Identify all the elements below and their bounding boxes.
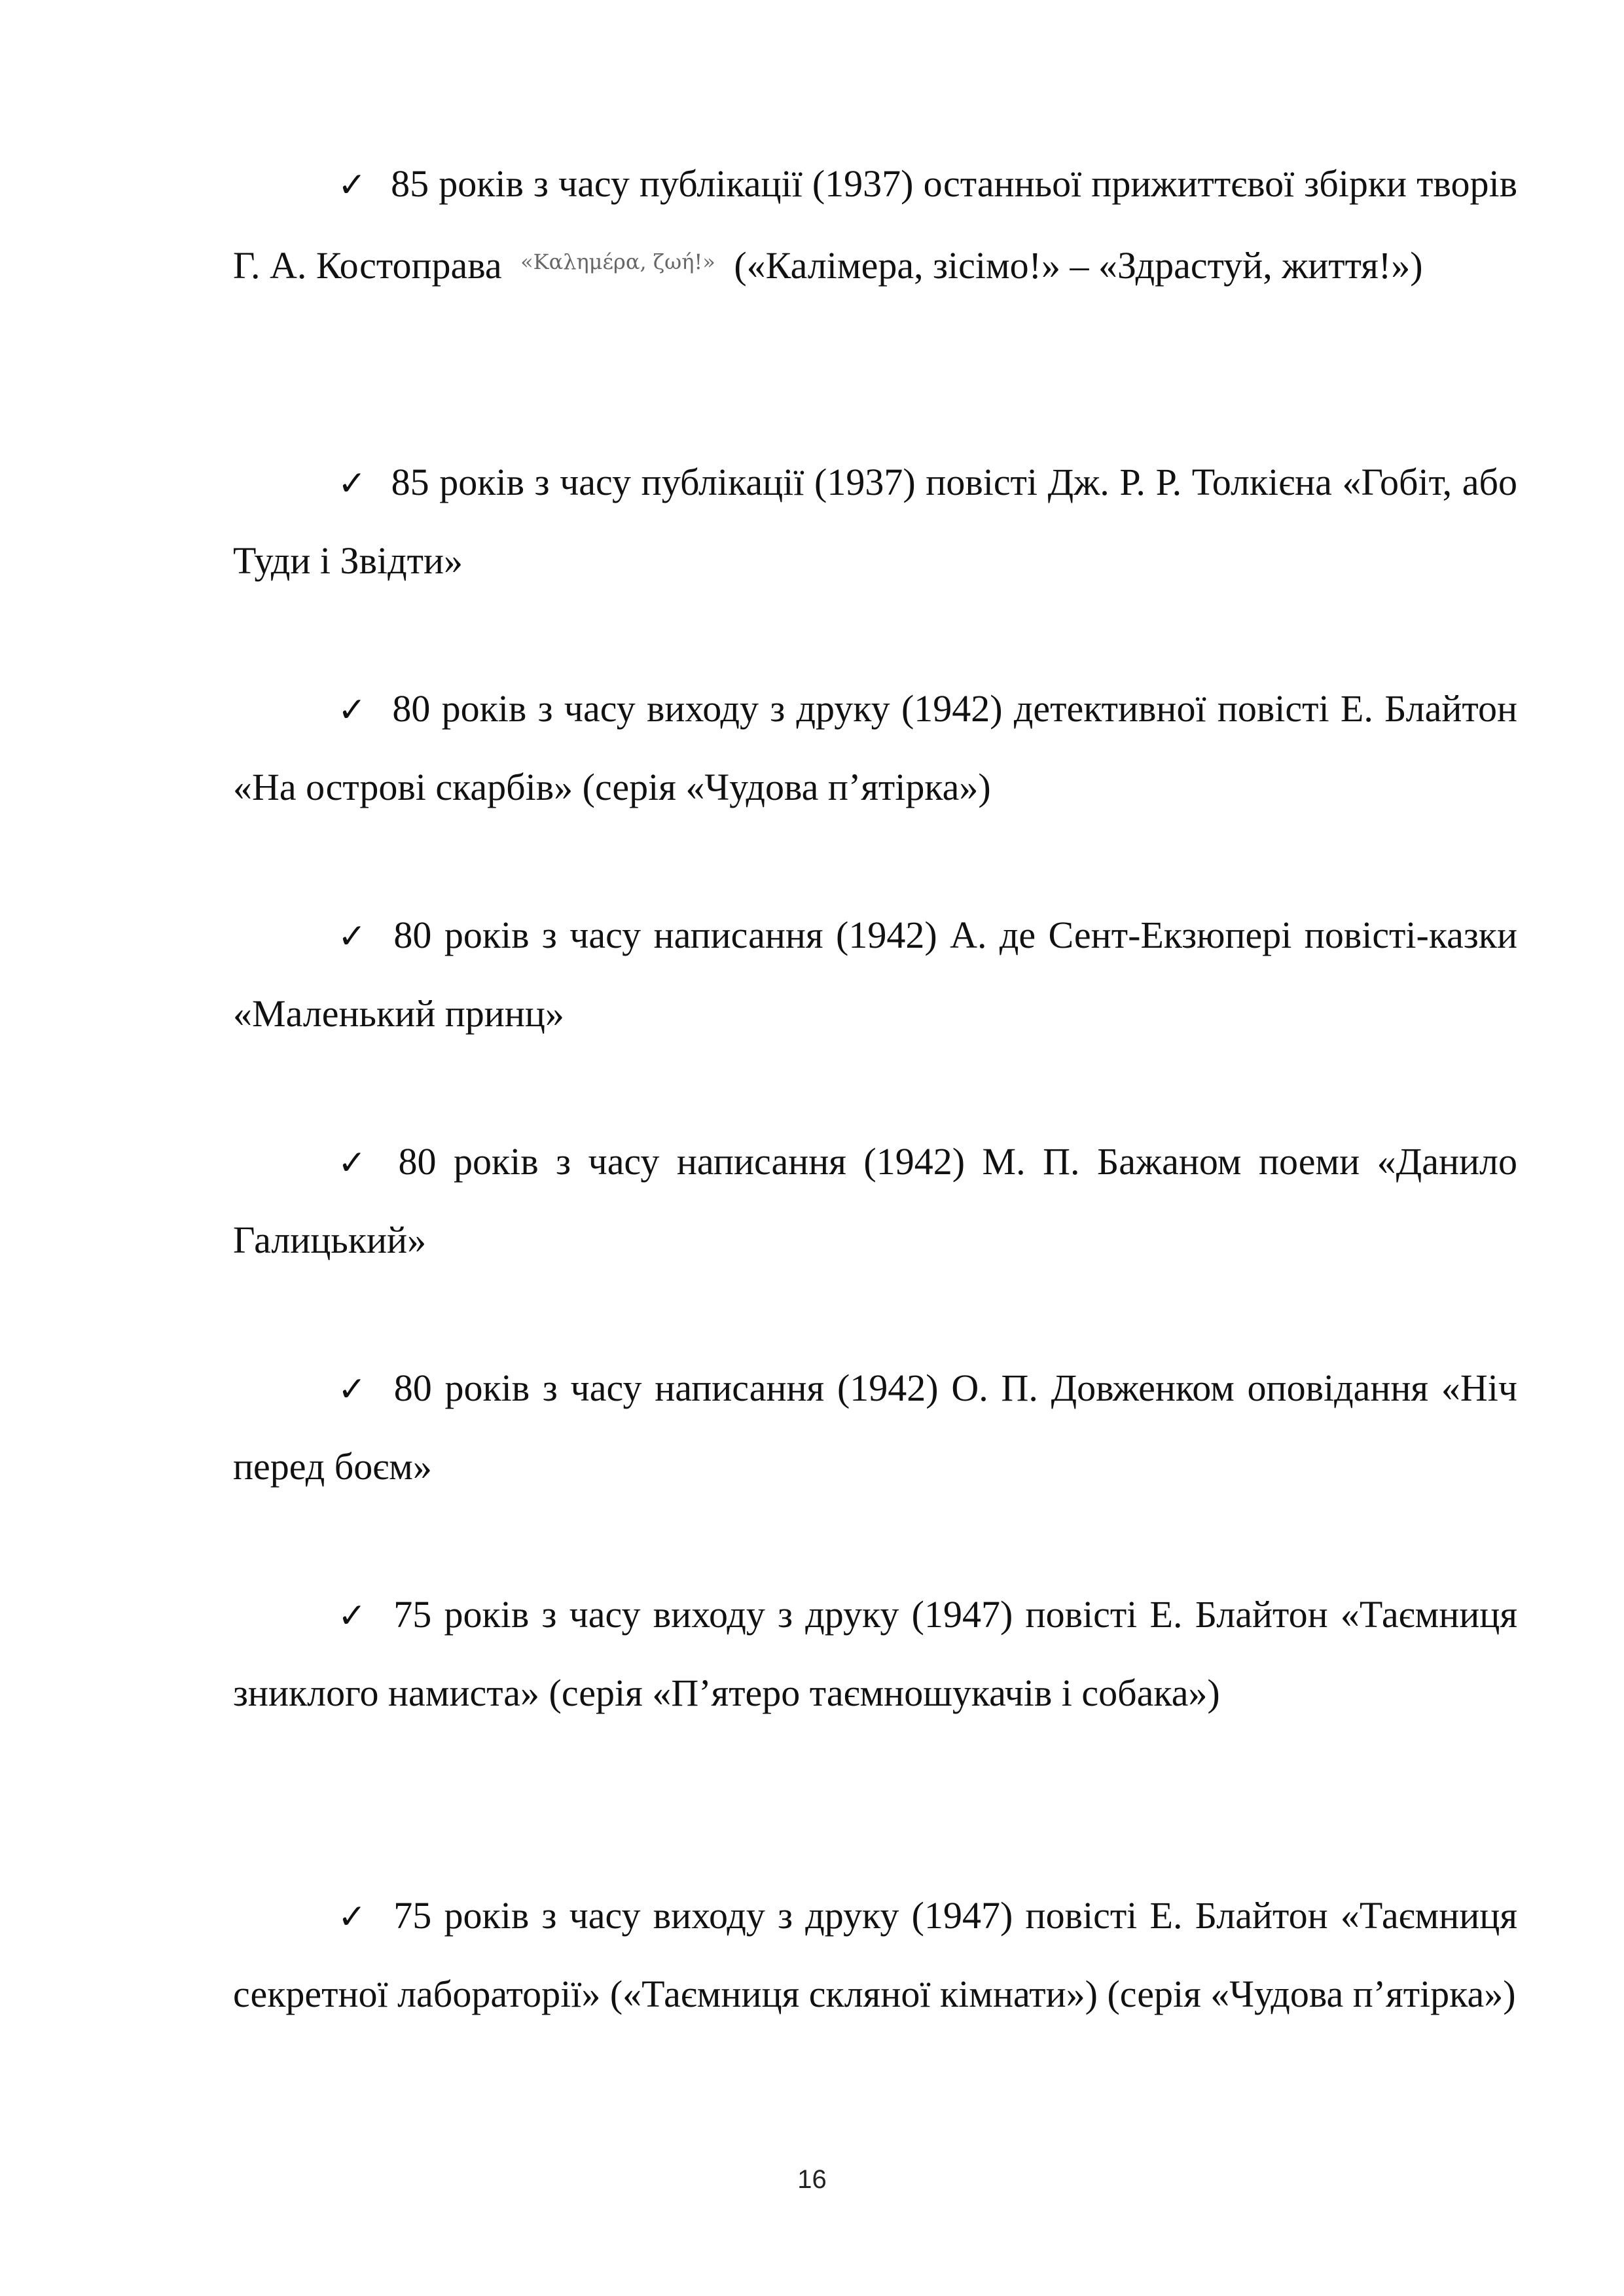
greek-title: «Καλημέρα, ζωή!» <box>520 249 715 274</box>
entry-text: 85 років з часу публікації (1937) повісті Дж. Р. Р. Толкієна «Гобіт, або Туди і Звідти» <box>233 461 1517 582</box>
checkmark-icon: ✓ <box>338 1370 367 1409</box>
list-item <box>233 1877 1517 2032</box>
list-item-kostoprav <box>233 145 1517 304</box>
entry-text: 80 років з часу написання (1942) М. П. Бажаном поеми «Данило Галицький» <box>233 1140 1517 1261</box>
checkmark-icon: ✓ <box>338 1897 367 1937</box>
page-number: 16 <box>797 2165 827 2194</box>
checkmark-icon: ✓ <box>338 166 367 205</box>
checkmark-icon: ✓ <box>338 464 367 503</box>
checkmark-icon: ✓ <box>338 1596 367 1636</box>
entry-text: 75 років з часу виходу з друку (1947) повісті Е. Блайтон «Таємниця зниклого намиста» (серія «П’ятеро таємношукачів і собака») <box>233 1593 1518 1714</box>
list-item <box>233 1576 1517 1731</box>
list-item <box>233 1123 1517 1278</box>
checkmark-icon: ✓ <box>338 917 367 956</box>
entry-text: 80 років з часу написання (1942) О. П. Довженком оповідання «Ніч перед боєм» <box>233 1367 1517 1488</box>
list-item <box>233 1350 1517 1505</box>
checkmark-icon: ✓ <box>338 691 367 730</box>
list-item <box>233 444 1517 599</box>
entry-text: 80 років з часу виходу з друку (1942) детективної повісті Е. Блайтон «На острові скарбів» (серія «Чудова п’ятірка») <box>233 687 1518 808</box>
list-item <box>233 897 1517 1052</box>
checkmark-icon: ✓ <box>338 1143 367 1183</box>
list-item <box>233 670 1517 825</box>
entry-text: 75 років з часу виходу з друку (1947) повісті Е. Блайтон «Таємниця секретної лабораторії» («Таємниця скляної кімнати») (серія «Чудова п’ятірка») <box>233 1894 1518 2015</box>
entry-text: 80 років з часу написання (1942) А. де Сент-Екзюпері повісті-казки «Маленький принц» <box>233 914 1518 1035</box>
entry-text-continued: («Калімера, зісімо!» – «Здрастуй, життя!») <box>734 244 1423 287</box>
entry-text: 85 років з часу публікації (1937) останньої прижиттєвої збірки творів Г. А. Костоправа <box>233 162 1517 287</box>
